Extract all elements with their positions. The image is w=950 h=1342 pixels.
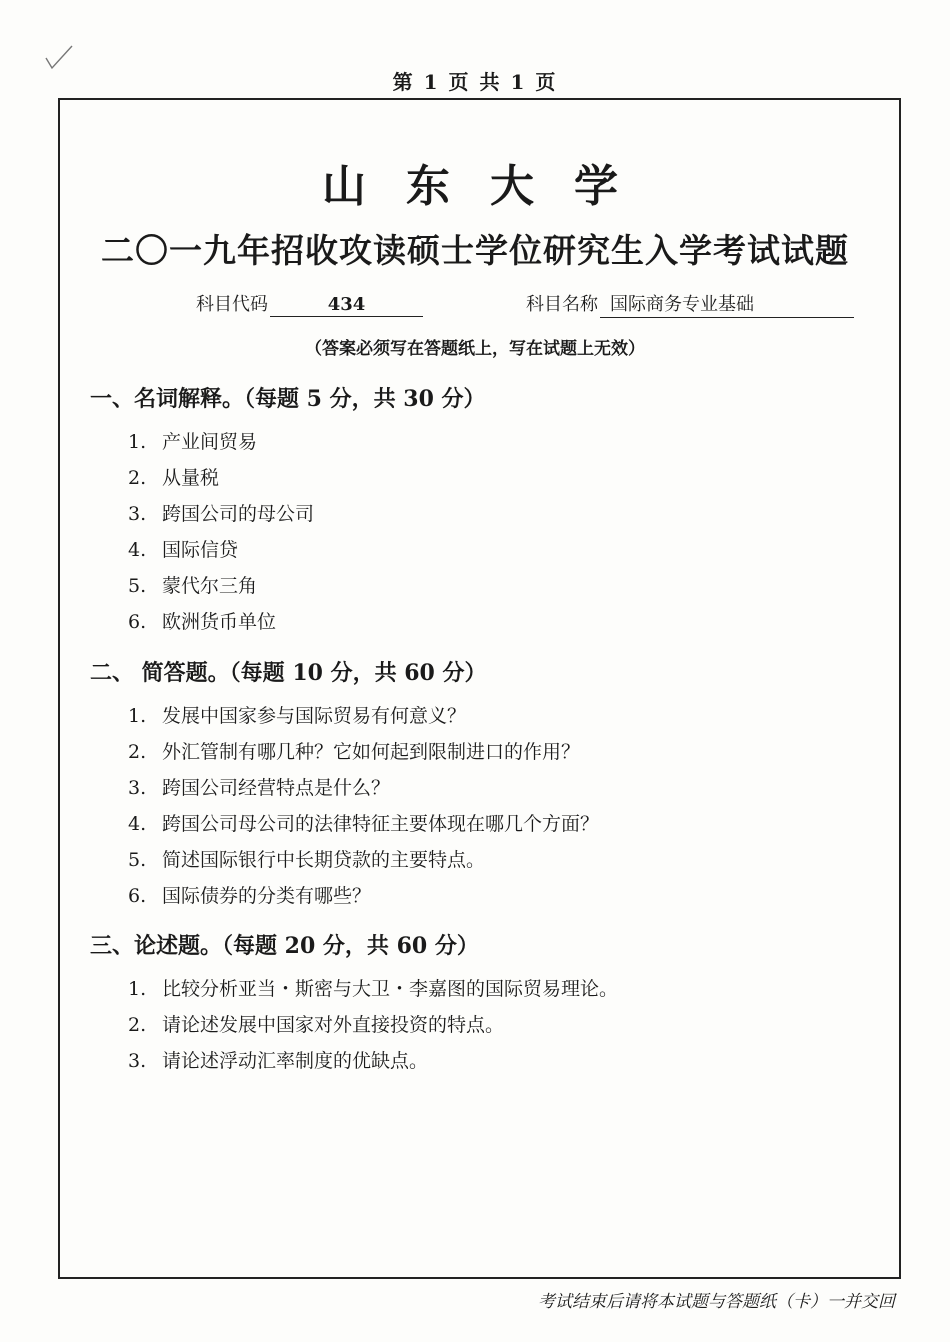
question-item [128, 773, 599, 809]
question-number: 1. [128, 705, 147, 727]
footer-note: 考试结束后请将本试题与答题纸（卡）一并交回 [538, 1292, 895, 1312]
question-text: 蒙代尔三角 [162, 575, 258, 597]
section-heading: 一、名词解释。（每题 5 分，共 30 分） [90, 386, 486, 412]
question-text: 产业间贸易 [162, 431, 258, 453]
question-text: 发展中国家参与国际贸易有何意义？ [162, 705, 467, 727]
question-number: 3. [128, 777, 147, 799]
question-number: 3. [128, 503, 147, 525]
exam-frame [58, 98, 901, 1279]
question-list [128, 974, 618, 1082]
question-number: 2. [128, 1014, 147, 1036]
question-number: 3. [128, 1050, 147, 1072]
question-number: 2. [128, 467, 147, 489]
section-heading: 二、 简答题。（每题 10 分，共 60 分） [90, 660, 487, 686]
question-number: 6. [128, 611, 147, 633]
question-number: 4. [128, 539, 147, 561]
subject-code [196, 290, 423, 317]
question-text: 外汇管制有哪几种？它如何起到限制进口的作用？ [162, 741, 581, 763]
page-indicator: 第 1 页 共 1 页 [392, 70, 558, 94]
question-number: 1. [128, 431, 147, 453]
section-heading: 三、论述题。（每题 20 分，共 60 分） [90, 933, 479, 959]
question-number: 5. [128, 849, 147, 871]
subject-code-label: 科目代码 [196, 294, 268, 315]
question-item [128, 535, 314, 571]
subject-name-value: 国际商务专业基础 [600, 290, 854, 318]
question-text: 请论述浮动汇率制度的优缺点。 [162, 1050, 429, 1072]
question-item [128, 809, 599, 845]
question-number: 4. [128, 813, 147, 835]
question-number: 6. [128, 885, 147, 907]
question-item [128, 737, 599, 773]
question-text: 比较分析亚当・斯密与大卫・李嘉图的国际贸易理论。 [162, 978, 619, 1000]
question-list [128, 427, 314, 643]
question-text: 国际债券的分类有哪些？ [162, 885, 372, 907]
question-item [128, 607, 314, 643]
question-text: 国际信贷 [162, 539, 239, 561]
question-text: 欧洲货币单位 [162, 611, 277, 633]
answer-notice: （答案必须写在答题纸上，写在试题上无效） [305, 339, 645, 359]
question-text: 跨国公司经营特点是什么？ [162, 777, 391, 799]
exam-title: 二〇一九年招收攻读硕士学位研究生入学考试试题 [101, 231, 849, 270]
question-item [128, 881, 599, 917]
question-item [128, 427, 314, 463]
question-number: 2. [128, 741, 147, 763]
question-list [128, 701, 599, 917]
subject-code-value: 434 [270, 294, 423, 317]
question-text: 简述国际银行中长期贷款的主要特点。 [162, 849, 486, 871]
question-number: 1. [128, 978, 147, 1000]
question-number: 5. [128, 575, 147, 597]
question-item [128, 974, 618, 1010]
subject-name [526, 290, 854, 318]
question-item [128, 571, 314, 607]
question-text: 跨国公司母公司的法律特征主要体现在哪几个方面？ [162, 813, 600, 835]
question-item [128, 1010, 618, 1046]
question-text: 请论述发展中国家对外直接投资的特点。 [162, 1014, 505, 1036]
question-item [128, 1046, 618, 1082]
question-item [128, 845, 599, 881]
subject-name-label: 科目名称 [526, 294, 598, 315]
question-text: 从量税 [162, 467, 220, 489]
question-item [128, 499, 314, 535]
school-name: 山东大学 [322, 161, 658, 212]
question-text: 跨国公司的母公司 [162, 503, 315, 525]
question-item [128, 701, 599, 737]
question-item [128, 463, 314, 499]
